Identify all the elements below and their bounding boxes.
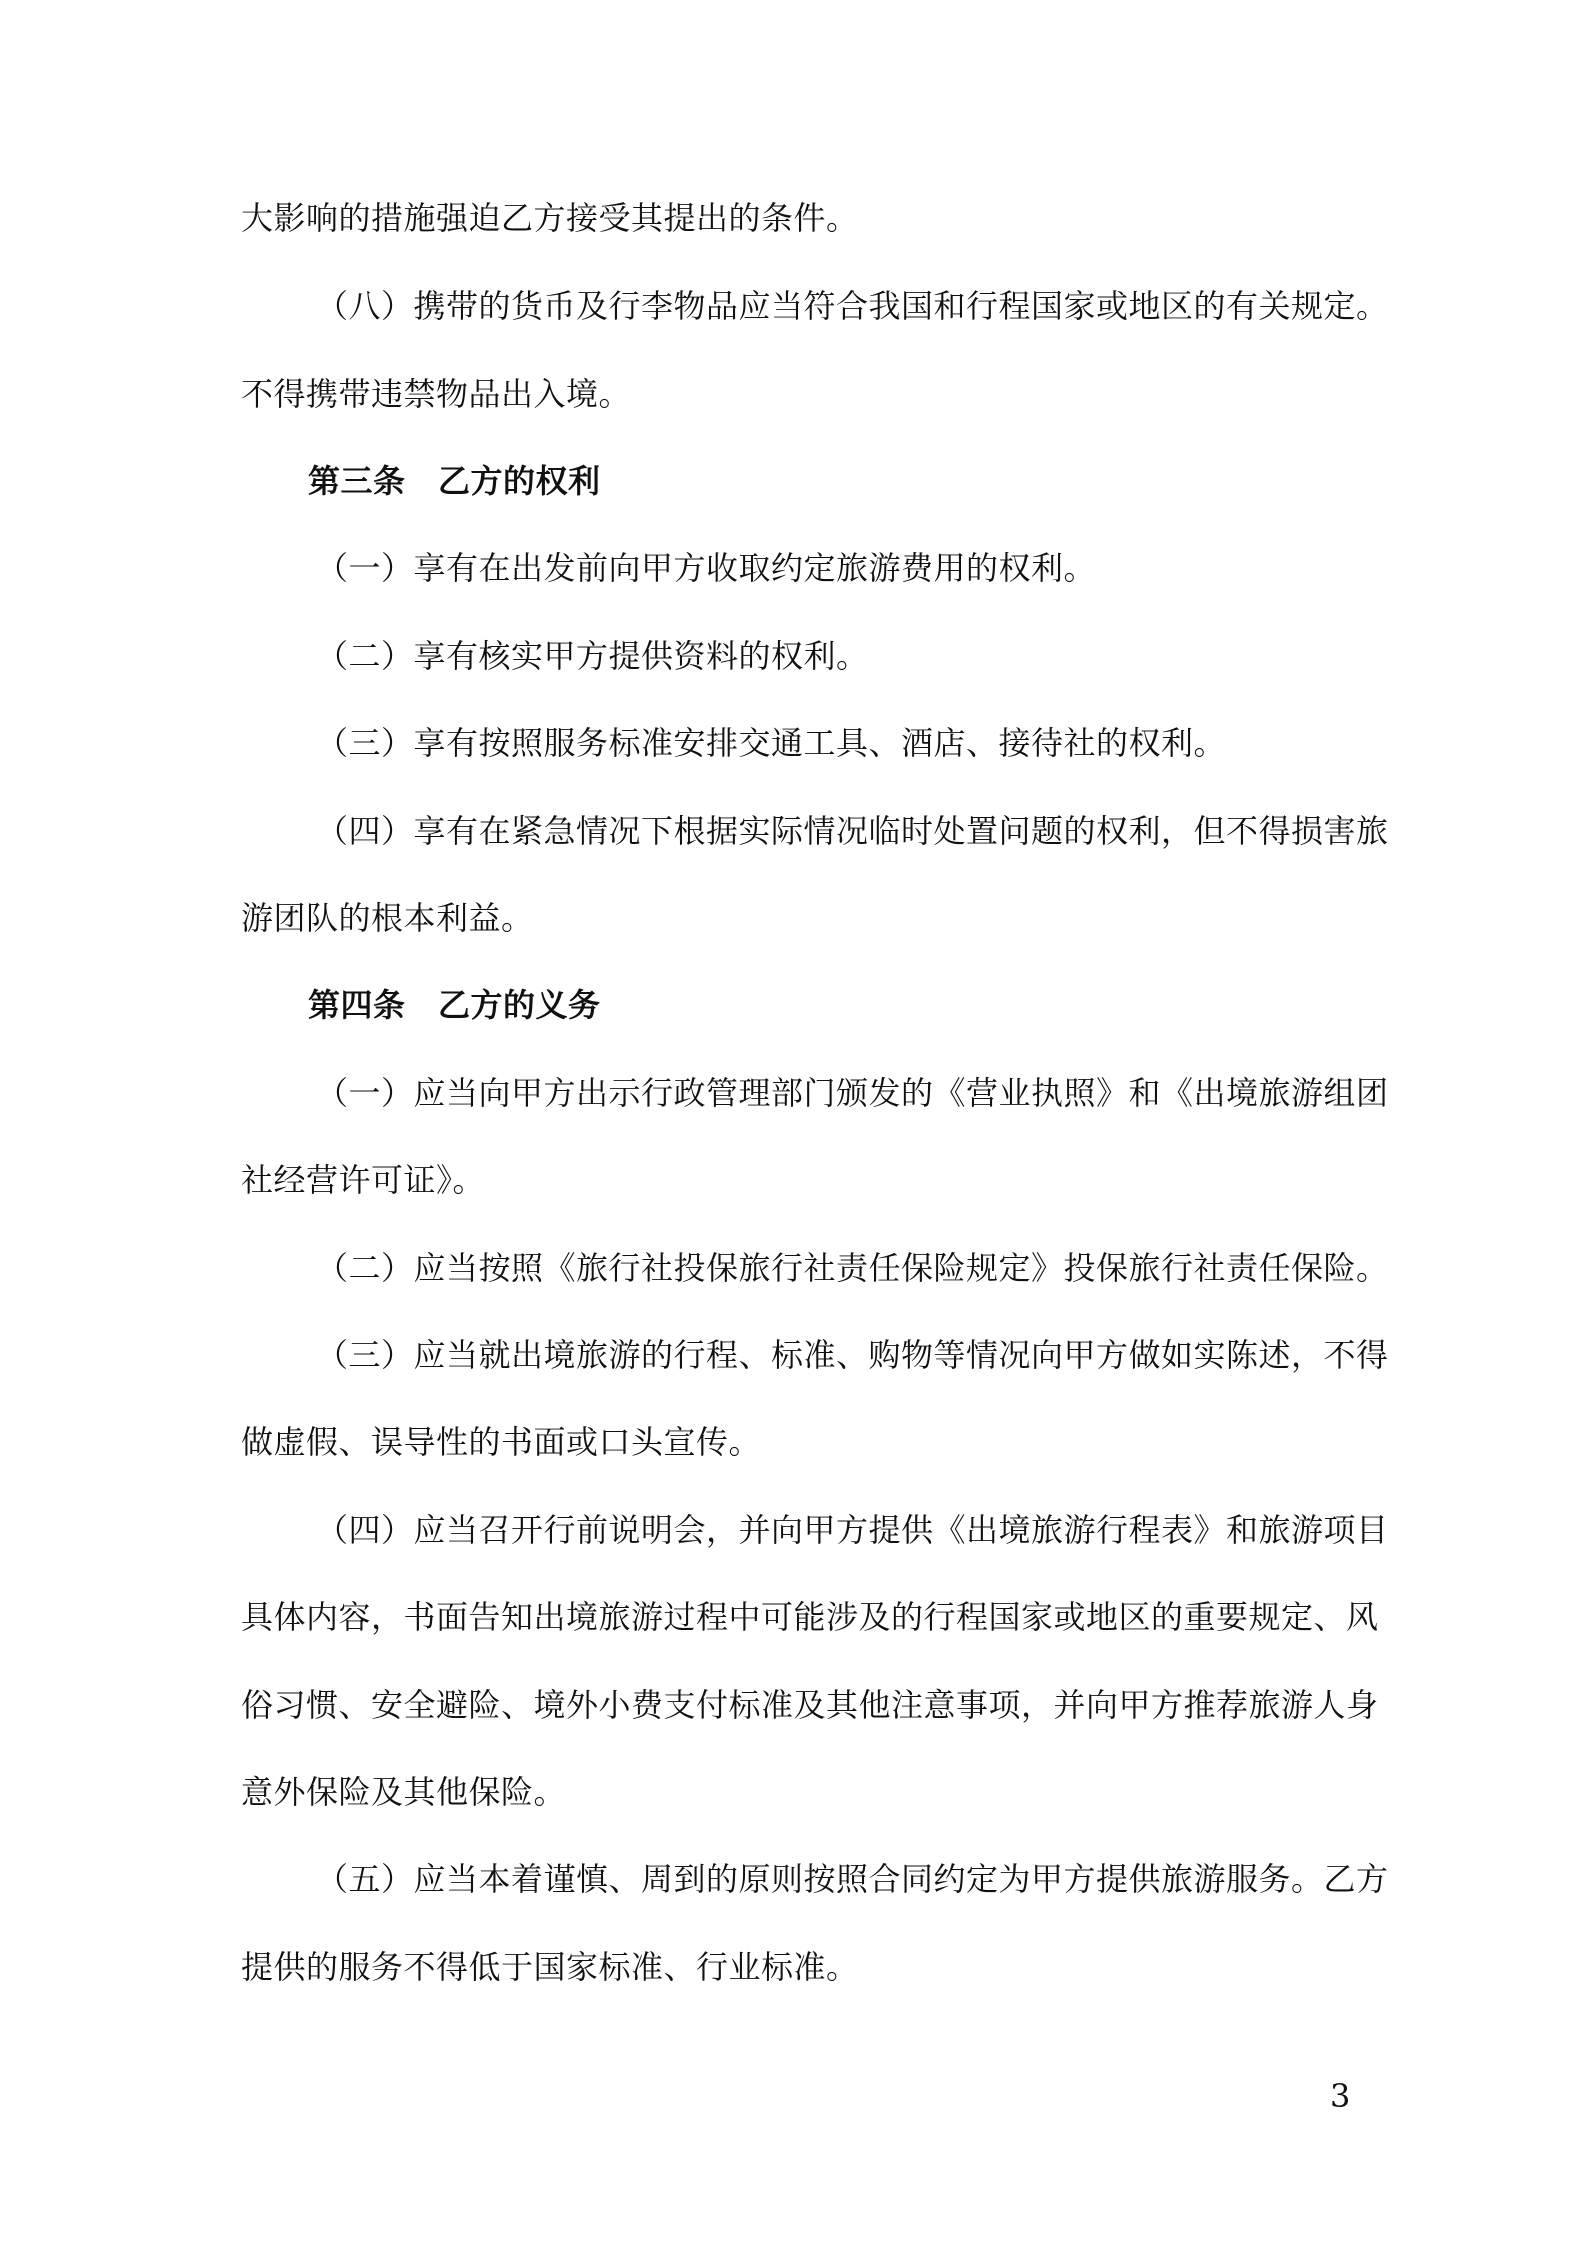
text-line: （一）应当向甲方出示行政管理部门颁发的《营业执照》和《出境旅游组团 — [316, 1074, 1389, 1112]
text-line: 做虚假、误导性的书面或口头宣传。 — [241, 1423, 762, 1461]
text-line: （三）应当就出境旅游的行程、标准、购物等情况向甲方做如实陈述，不得 — [316, 1336, 1389, 1374]
text-line: 社经营许可证》。 — [241, 1161, 486, 1199]
text-line: 提供的服务不得低于国家标准、行业标准。 — [241, 1948, 859, 1986]
text-line: 大影响的措施强迫乙方接受其提出的条件。 — [241, 199, 859, 237]
text-line: （二）应当按照《旅行社投保旅行社责任保险规定》投保旅行社责任保险。 — [316, 1249, 1389, 1287]
text-line: 俗习惯、安全避险、境外小费支付标准及其他注意事项，并向甲方推荐旅游人身 — [241, 1686, 1379, 1724]
page-number: 3 — [1330, 2077, 1351, 2115]
text-line: （八）携带的货币及行李物品应当符合我国和行程国家或地区的有关规定。 — [316, 287, 1389, 325]
text-line: （四）享有在紧急情况下根据实际情况临时处置问题的权利，但不得损害旅 — [316, 812, 1389, 850]
text-line: 具体内容，书面告知出境旅游过程中可能涉及的行程国家或地区的重要规定、风 — [241, 1598, 1379, 1636]
text-line: 意外保险及其他保险。 — [241, 1773, 567, 1811]
text-line: （四）应当召开行前说明会，并向甲方提供《出境旅游行程表》和旅游项目 — [316, 1511, 1389, 1549]
section-heading: 第四条 乙方的义务 — [308, 986, 601, 1024]
text-line: （五）应当本着谨慎、周到的原则按照合同约定为甲方提供旅游服务。乙方 — [316, 1860, 1389, 1898]
text-line: （一）享有在出发前向甲方收取约定旅游费用的权利。 — [316, 549, 1097, 587]
text-line: （三）享有按照服务标准安排交通工具、酒店、接待社的权利。 — [316, 724, 1227, 762]
text-line: 不得携带违禁物品出入境。 — [241, 375, 632, 413]
text-line: 游团队的根本利益。 — [241, 899, 534, 937]
text-line: （二）享有核实甲方提供资料的权利。 — [316, 637, 869, 675]
section-heading: 第三条 乙方的权利 — [308, 462, 601, 500]
